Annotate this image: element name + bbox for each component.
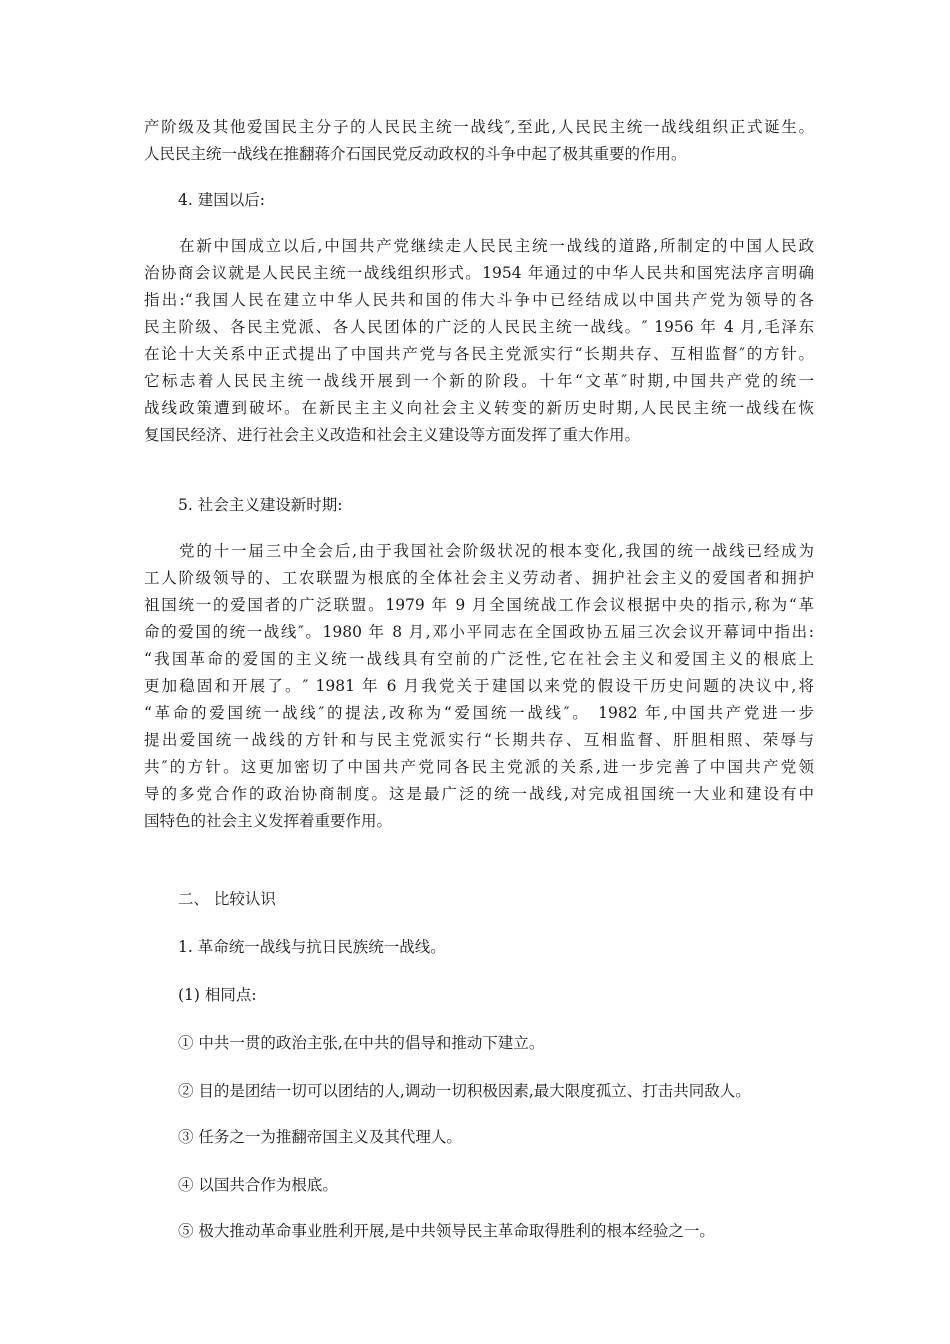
paragraph-1	[144, 114, 814, 168]
paragraph-line: 在论十大关系中正式提出了中国共产党与各民主党派实行“长期共存、互相监督″的方针。	[144, 345, 814, 363]
paragraph-line: 民主阶级、各民主党派、各人民团体的广泛的人民民主统一战线。″ 1956 年 4 月,毛泽东	[144, 318, 814, 336]
paragraph-3	[144, 538, 814, 835]
list-item: ② 目的是团结一切可以团结的人,调动一切积极因素,最大限度孤立、打击共同敌人。	[178, 1082, 751, 1100]
subheading-1a: (1) 相同点:	[178, 986, 257, 1004]
paragraph-line: 导的多党合作的政治协商制度。这是最广泛的统一战线,对完成祖国统一大业和建设有中	[144, 785, 814, 803]
paragraph-line: 共″的方针。这更加密切了中国共产党同各民主党派的关系,进一步完善了中国共产党领	[144, 758, 814, 776]
paragraph-line: 在新中国成立以后,中国共产党继续走人民民主统一战线的道路,所制定的中国人民政	[179, 237, 814, 255]
paragraph-line: “革命的爱国统一战线″的提法,改称为“爱国统一战线″。 1982 年,中国共产党进一步	[144, 704, 814, 722]
paragraph-line: 治协商会议就是人民民主统一战线组织形式。1954 年通过的中华人民共和国宪法序言明确	[144, 264, 814, 282]
list-item: ① 中共一贯的政治主张,在中共的倡导和推动下建立。	[178, 1034, 545, 1052]
paragraph-line: 战线政策遭到破坏。在新民主主义向社会主义转变的新历史时期,人民民主统一战线在恢	[144, 399, 814, 417]
paragraph-line: 它标志着人民民主统一战线开展到一个新的阶段。十年“文革″时期,中国共产党的统一	[144, 372, 814, 390]
subheading-1: 1. 革命统一战线与抗日民族统一战线。	[178, 938, 446, 956]
section-heading-2: 二、 比较认识	[178, 890, 276, 908]
paragraph-line: 人民民主统一战线在推翻蒋介石国民党反动政权的斗争中起了极其重要的作用。	[144, 145, 687, 163]
list-item: ④ 以国共合作为根底。	[178, 1176, 338, 1194]
heading-5: 5. 社会主义建设新时期:	[178, 496, 343, 514]
paragraph-line: 祖国统一的爱国者的广泛联盟。1979 年 9 月全国统战工作会议根据中央的指示,称为“革	[144, 596, 814, 614]
paragraph-2	[144, 233, 814, 449]
list-item: ③ 任务之一为推翻帝国主义及其代理人。	[178, 1128, 462, 1146]
paragraph-line: 更加稳固和开展了。″ 1981 年 6 月我党关于建国以来党的假设干历史问题的决议中,将	[144, 677, 814, 695]
paragraph-line: 工人阶级领导的、工农联盟为根底的全体社会主义劳动者、拥护社会主义的爱国者和拥护	[144, 569, 814, 587]
paragraph-line: 产阶级及其他爱国民主分子的人民民主统一战线″,至此,人民民主统一战线组织正式诞生。	[144, 118, 814, 136]
paragraph-line: 指出:“我国人民在建立中华人民共和国的伟大斗争中已经结成以中国共产党为领导的各	[144, 291, 814, 309]
list-item: ⑤ 极大推动革命事业胜利开展,是中共领导民主革命取得胜利的根本经验之一。	[178, 1222, 715, 1240]
paragraph-line: 党的十一届三中全会后,由于我国社会阶级状况的根本变化,我国的统一战线已经成为	[179, 542, 814, 560]
heading-4: 4. 建国以后:	[178, 191, 265, 209]
paragraph-line: 提出爱国统一战线的方针和与民主党派实行“长期共存、互相监督、肝胆相照、荣辱与	[144, 731, 814, 749]
paragraph-line: 国特色的社会主义发挥着重要作用。	[144, 812, 393, 830]
paragraph-line: 命的爱国的统一战线″。1980 年 8 月,邓小平同志在全国政协五届三次会议开幕词中指出:	[144, 623, 814, 641]
paragraph-line: 复国民经济、进行社会主义改造和社会主义建设等方面发挥了重大作用。	[144, 426, 641, 444]
paragraph-line: “我国革命的爱国的主义统一战线具有空前的广泛性,它在社会主义和爱国主义的根底上	[144, 650, 814, 668]
